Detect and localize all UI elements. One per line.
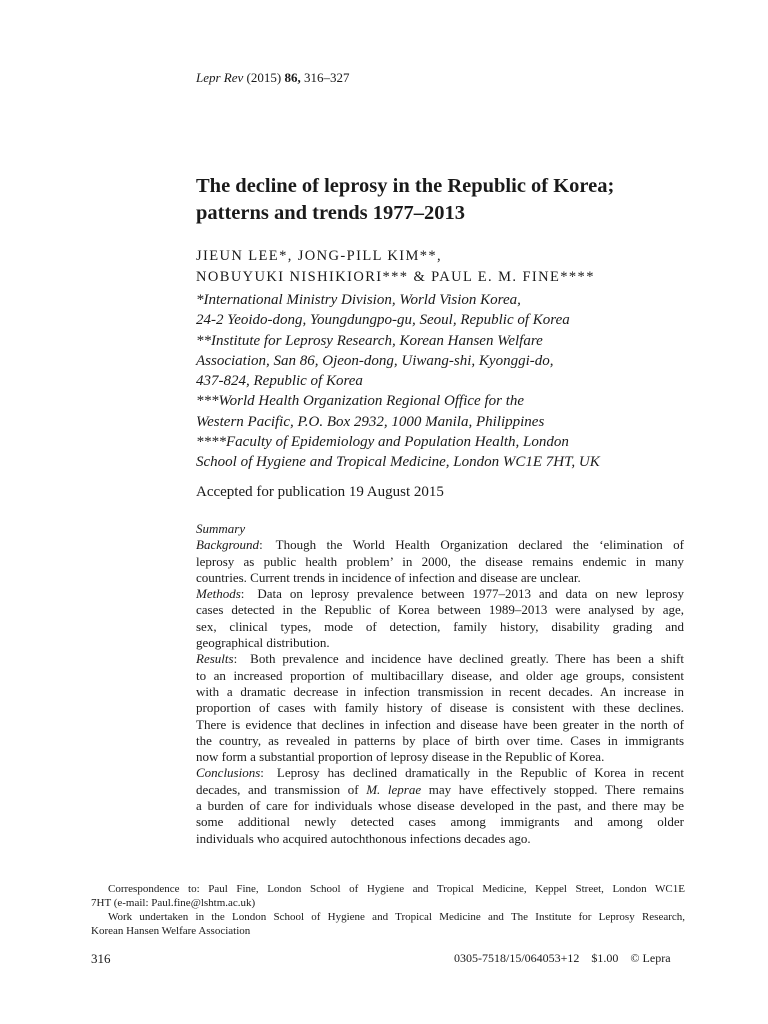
affiliation-line: Western Pacific, P.O. Box 2932, 1000 Manila, Philippines — [196, 413, 545, 430]
journal-pages: 316–327 — [303, 70, 350, 85]
methods-label: Methods — [196, 586, 241, 602]
footnote-line: 7HT (e-mail: Paul.fine@lshtm.ac.uk) — [91, 897, 256, 909]
affiliation-line: 437-824, Republic of Korea — [196, 373, 363, 390]
abstract-line: geographical distribution. — [196, 635, 330, 651]
abstract-line: to an increased proportion of multibacillary disease, and older age groups, consistent — [196, 667, 684, 683]
author-list — [196, 246, 595, 288]
abstract-line: cases detected in the Republic of Korea between 1989–2013 were analysed by age, — [196, 602, 684, 618]
background-label: Background — [196, 537, 260, 553]
affiliation-line: School of Hygiene and Tropical Medicine, London WC1E 7HT, UK — [196, 454, 600, 471]
abstract-line: now form a substantial proportion of leprosy disease in the Republic of Korea. — [196, 749, 605, 765]
journal-name: Lepr Rev — [196, 70, 244, 85]
abstract-line: Methods: Data on leprosy prevalence between 1977–2013 and data on new leprosy — [196, 586, 684, 602]
summary-heading: Summary — [196, 521, 246, 536]
abstract — [196, 521, 684, 847]
abstract-line: Results: Both prevalence and incidence have declined greatly. There has been a shift — [196, 651, 684, 667]
abstract-line: Conclusions: Leprosy has declined dramatically in the Republic of Korea in recent — [196, 765, 684, 781]
abstract-line: a burden of care for individuals whose disease developed in the past, and there may be — [196, 798, 684, 814]
journal-volume: 86, — [284, 70, 301, 85]
journal-citation — [196, 70, 349, 86]
abstract-line: decades, and transmission of M. leprae may have effectively stopped. There remains — [196, 781, 684, 797]
abstract-line: the country, as revealed in patterns by place of birth over time. Cases in immigrants — [196, 732, 684, 748]
footnote-line: Correspondence to: Paul Fine, London School of Hygiene and Tropical Medicine, Keppel Street, London WC1E — [108, 883, 685, 895]
footnotes — [91, 882, 685, 938]
affiliations — [196, 290, 600, 473]
affiliation-line: *International Ministry Division, World Vision Korea, — [196, 292, 521, 308]
abstract-line: individuals who acquired autochthonous infections decades ago. — [196, 830, 531, 846]
title-line: patterns and trends 1977–2013 — [196, 202, 465, 224]
title-line: The decline of leprosy in the Republic of Korea; — [196, 175, 615, 197]
affiliation-line: **Institute for Leprosy Research, Korean Hansen Welfare — [196, 332, 543, 349]
footnote-line: Work undertaken in the London School of Hygiene and Tropical Medicine and The Institute for Leprosy Research, — [108, 911, 685, 923]
page-number: 316 — [91, 951, 111, 966]
affiliation-line: ****Faculty of Epidemiology and Population Health, London — [196, 434, 569, 451]
abstract-line: There is evidence that declines in infection and disease have been greater in the north of — [196, 716, 684, 732]
results-label: Results — [196, 651, 234, 667]
journal-year: (2015) — [246, 70, 282, 85]
article-title — [196, 173, 716, 227]
abstract-line: some additional newly detected cases among immigrants and among older — [196, 814, 684, 830]
abstract-line: countries. Current trends in incidence of infection and disease are unclear. — [196, 569, 581, 585]
accepted-date: Accepted for publication 19 August 2015 — [196, 484, 444, 500]
issn-line: 0305-7518/15/064053+12 $1.00 © Lepra — [454, 951, 671, 965]
abstract-line: with a dramatic decrease in infection transmission in recent decades. An increase in — [196, 683, 684, 699]
affiliation-line: 24-2 Yeoido-dong, Youngdungpo-gu, Seoul, Republic of Korea — [196, 312, 570, 329]
author-line: JIEUN LEE*, JONG-PILL KIM**, — [196, 248, 443, 264]
abstract-line: sex, clinical types, mode of detection, family history, disability grading and — [196, 618, 684, 634]
footnote-line: Korean Hansen Welfare Association — [91, 925, 251, 937]
species-name: M. leprae — [366, 781, 422, 797]
abstract-line: proportion of cases with family history of disease is consistent with these declines. — [196, 700, 684, 716]
conclusions-label: Conclusions — [196, 765, 261, 781]
abstract-line: leprosy as public health problem’ in 2000, the disease remains endemic in many — [196, 553, 684, 569]
abstract-line: Background: Though the World Health Organization declared the ‘elimination of — [196, 537, 684, 553]
affiliation-line: Association, San 86, Ojeon-dong, Uiwang-shi, Kyonggi-do, — [196, 352, 554, 369]
affiliation-line: ***World Health Organization Regional Office for the — [196, 393, 525, 410]
author-line: NOBUYUKI NISHIKIORI*** & PAUL E. M. FINE**** — [196, 269, 595, 285]
